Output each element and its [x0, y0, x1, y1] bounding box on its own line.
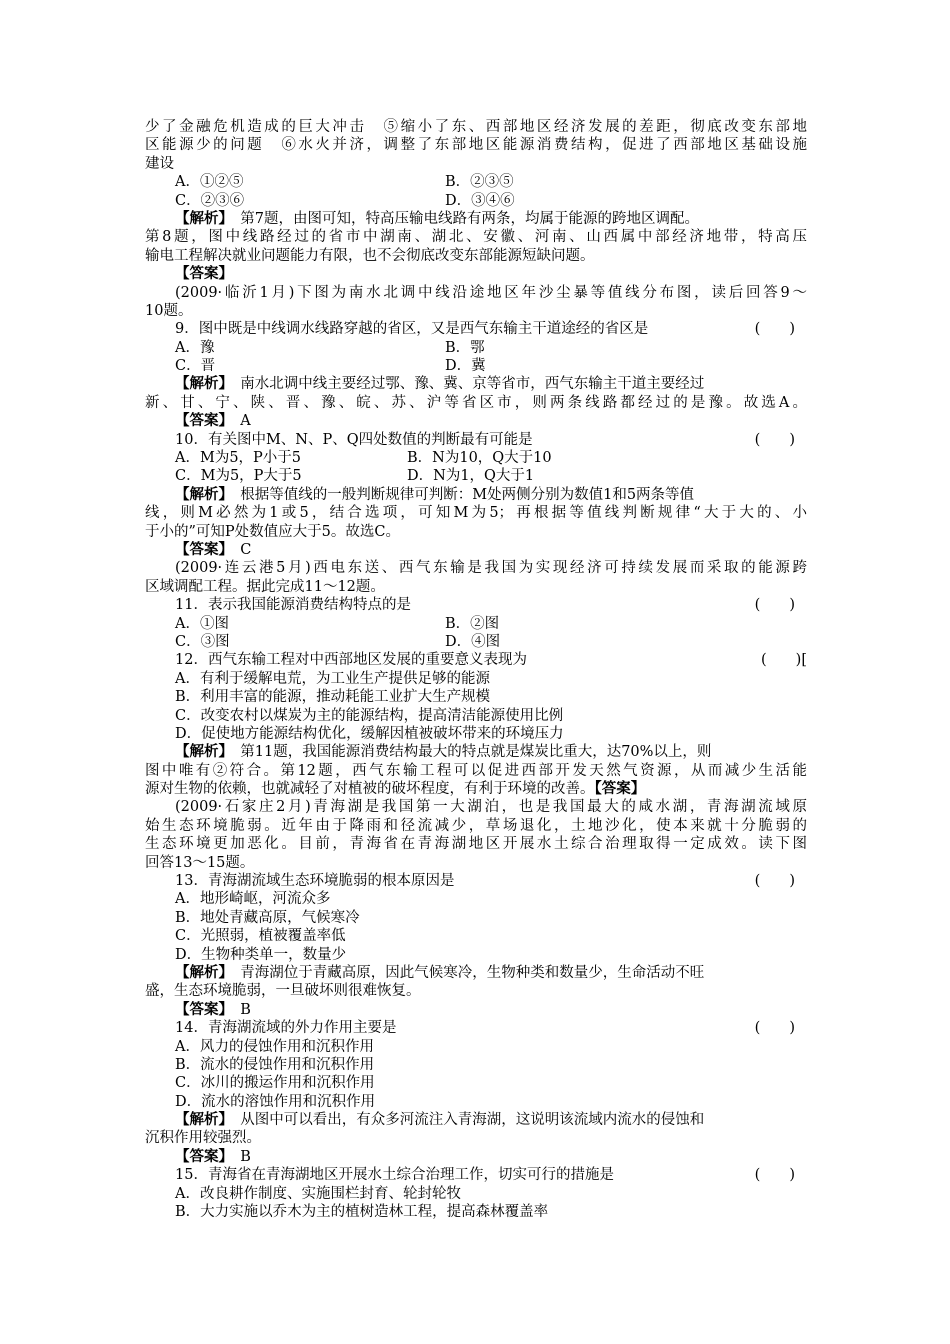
- analysis-text: 南水北调中线主要经过鄂、豫、冀、京等省市，西气东输主干道主要经过: [225, 376, 705, 393]
- text-line: 区能源少的问题 ⑥水火并济，调整了东部地区能源消费结构，促进了西部地区基础设施: [145, 137, 807, 154]
- analysis-text: 从图中可以看出，有众多河流注入青海湖，这说明该流域内流水的侵蚀和: [225, 1112, 705, 1129]
- question-12: [145, 651, 807, 669]
- option-row: [145, 615, 807, 633]
- question-13: [145, 872, 807, 890]
- text-line: 盛，生态环境脆弱，一旦破坏则很难恢复。: [145, 983, 421, 1000]
- option-d: D．冀: [445, 358, 486, 375]
- analysis-text: 青海湖位于青藏高原，因此气候寒冷，生物种类和数量少，生命活动不旺: [225, 964, 705, 981]
- option-b: B．②③⑤: [445, 174, 514, 191]
- analysis-line: [145, 964, 807, 982]
- answer-tag: 【答案】: [175, 1147, 226, 1165]
- answer-value: A: [225, 413, 251, 430]
- text-line: 输电工程解决就业问题能力有限，也不会彻底改变东部能源短缺问题。: [145, 247, 595, 264]
- option-a: A．豫: [175, 339, 215, 356]
- answer-value: B: [225, 1148, 251, 1165]
- answer-tag: 【答案】: [175, 265, 233, 283]
- option-d: D．N为1，Q大于1: [407, 468, 535, 485]
- answer-tag: 【答案】: [175, 1000, 226, 1018]
- answer-line: [145, 412, 807, 430]
- option-row: [145, 173, 807, 191]
- text-line: 图中唯有②符合。第12题，西气东输工程可以促进西部开发天然气资源，从而减少生活能: [145, 762, 807, 779]
- analysis-tag: 【解析】: [175, 375, 226, 393]
- intro-line: (2009·石家庄2月)青海湖是我国第一大湖泊，也是我国最大的咸水湖，青海湖流域原: [175, 799, 807, 816]
- intro-line: 区域调配工程。据此完成11～12题。: [145, 578, 385, 595]
- option-row: [145, 357, 807, 375]
- analysis-line: [145, 210, 807, 228]
- answer-value: B: [225, 1001, 251, 1018]
- intro-line: 回答13～15题。: [145, 854, 255, 871]
- answer-line: [145, 541, 807, 559]
- answer-blank: ( ): [754, 1167, 795, 1184]
- answer-blank: ( ): [754, 1020, 795, 1037]
- analysis-line: [145, 486, 807, 504]
- answer-blank: ( )[: [761, 652, 807, 669]
- option-b: B．利用丰富的能源，推动耗能工业扩大生产规模: [175, 689, 491, 706]
- analysis-text: 源对生物的依赖，也就减轻了对植被的破坏程度，有利于环境的改善。: [145, 781, 595, 798]
- analysis-tag: 【解析】: [175, 963, 226, 981]
- option-a: A．①图: [175, 615, 229, 632]
- analysis-tag: 【解析】: [175, 209, 226, 227]
- option-b: B．②图: [445, 615, 500, 632]
- question-text: 12．西气东输工程对中西部地区发展的重要意义表现为: [175, 652, 527, 669]
- option-d: D．④图: [445, 633, 501, 650]
- answer-blank: ( ): [754, 321, 795, 338]
- question-text: 11．表示我国能源消费结构特点的是: [175, 597, 411, 614]
- option-d: D．流水的溶蚀作用和沉积作用: [175, 1093, 376, 1110]
- option-b: B．大力实施以乔木为主的植树造林工程，提高森林覆盖率: [175, 1204, 549, 1221]
- text-line: 少了金融危机造成的巨大冲击 ⑤缩小了东、西部地区经济发展的差距，彻底改变东部地: [145, 119, 807, 135]
- intro-line: (2009·临沂1月)下图为南水北调中线沿途地区年沙尘暴等值线分布图，读后回答9～: [175, 284, 807, 301]
- option-c: C．M为5，P大于5: [175, 468, 302, 485]
- question-text: 10．有关图中M、N、P、Q四处数值的判断最有可能是: [175, 431, 533, 448]
- option-c: C．冰川的搬运作用和沉积作用: [175, 1075, 375, 1092]
- analysis-line: [145, 743, 807, 761]
- text-line: [145, 780, 807, 798]
- answer-blank: ( ): [754, 873, 795, 890]
- text-line: 线，则M必然为1或5，结合选项，可知M为5；再根据等值线判断规律“大于大的、小: [145, 505, 807, 522]
- question-text: 13．青海湖流域生态环境脆弱的根本原因是: [175, 873, 455, 890]
- option-a: A．有利于缓解电荒，为工业生产提供足够的能源: [175, 670, 490, 687]
- option-a: A．风力的侵蚀作用和沉积作用: [175, 1038, 374, 1055]
- analysis-text: 根据等值线的一般判断规律可判断：M处两侧分别为数值1和5两条等值: [225, 486, 695, 503]
- option-d: D．促使地方能源结构优化，缓解因植被破坏带来的环境压力: [175, 725, 564, 742]
- answer-line: [145, 1148, 807, 1166]
- intro-line: 生态环境更加恶化。目前，青海省在青海湖地区开展水土综合治理取得一定成效。读下图: [145, 836, 807, 853]
- text-line: 建设: [145, 155, 174, 172]
- question-9: [145, 320, 807, 338]
- answer-tag: 【答案】: [175, 540, 226, 558]
- question-text: 9．图中既是中线调水线路穿越的省区，又是西气东输主干道途经的省区是: [175, 321, 649, 338]
- option-c: C．光照弱，植被覆盖率低: [175, 928, 346, 945]
- text-line: 第8题，图中线路经过的省市中湖南、湖北、安徽、河南、山西属中部经济地带，特高压: [145, 229, 807, 246]
- option-c: C．②③⑥: [175, 192, 245, 209]
- option-b: B．鄂: [445, 339, 485, 356]
- option-row: [145, 467, 807, 485]
- intro-line: (2009·连云港5月)西电东送、西气东输是我国为实现经济可持续发展而采取的能源跨: [175, 560, 807, 577]
- answer-line: [145, 1001, 807, 1019]
- answer-blank: ( ): [754, 597, 795, 614]
- option-row: [145, 633, 807, 651]
- document-page: [145, 118, 807, 1221]
- analysis-text: 第7题，由图可知，特高压输电线路有两条，均属于能源的跨地区调配。: [225, 210, 699, 227]
- question-text: 15．青海省在青海湖地区开展水土综合治理工作，切实可行的措施是: [175, 1167, 614, 1184]
- analysis-line: [145, 1111, 807, 1129]
- text-line: 沉积作用较强烈。: [145, 1130, 261, 1147]
- question-11: [145, 596, 807, 614]
- option-d: D．生物种类单一，数量少: [175, 946, 347, 963]
- analysis-tag: 【解析】: [175, 1111, 226, 1129]
- option-row: [145, 192, 807, 210]
- text-line: 新、甘、宁、陕、晋、豫、皖、苏、沪等省区市，则两条线路都经过的是豫。故选A。: [145, 394, 807, 411]
- option-d: D．③④⑥: [445, 192, 515, 209]
- option-a: A．地形崎岖，河流众多: [175, 891, 331, 908]
- option-c: C．改变农村以煤炭为主的能源结构，提高清洁能源使用比例: [175, 707, 564, 724]
- option-row: [145, 449, 807, 467]
- option-a: A．M为5，P小于5: [175, 450, 302, 467]
- option-b: B．地处青藏高原，气候寒冷: [175, 909, 360, 926]
- option-a: A．①②⑤: [175, 174, 244, 191]
- analysis-text: 第11题，我国能源消费结构最大的特点就是煤炭比重大，达70%以上，则: [225, 744, 712, 761]
- question-15: [145, 1166, 807, 1184]
- intro-line: 始生态环境脆弱。近年由于降雨和径流减少，草场退化，土地沙化，使本来就十分脆弱的: [145, 817, 807, 834]
- answer-tag: 【答案】: [175, 412, 226, 430]
- option-b: B．流水的侵蚀作用和沉积作用: [175, 1056, 375, 1073]
- analysis-tag: 【解析】: [175, 485, 226, 503]
- option-row: [145, 339, 807, 357]
- analysis-tag: 【解析】: [175, 743, 226, 761]
- intro-line: 10题。: [145, 302, 193, 319]
- question-14: [145, 1019, 807, 1037]
- option-b: B．N为10，Q大于10: [407, 450, 552, 467]
- answer-tag: 【答案】: [594, 780, 646, 798]
- option-c: C．③图: [175, 633, 230, 650]
- option-a: A．改良耕作制度、实施围栏封育、轮封轮牧: [175, 1185, 461, 1202]
- text-line: 于小的”可知P处数值应大于5。故选C。: [145, 523, 400, 540]
- answer-blank: ( ): [754, 431, 795, 448]
- question-text: 14．青海湖流域的外力作用主要是: [175, 1020, 397, 1037]
- analysis-line: [145, 375, 807, 393]
- answer-value: C: [225, 541, 252, 558]
- option-c: C．晋: [175, 358, 216, 375]
- question-10: [145, 431, 807, 449]
